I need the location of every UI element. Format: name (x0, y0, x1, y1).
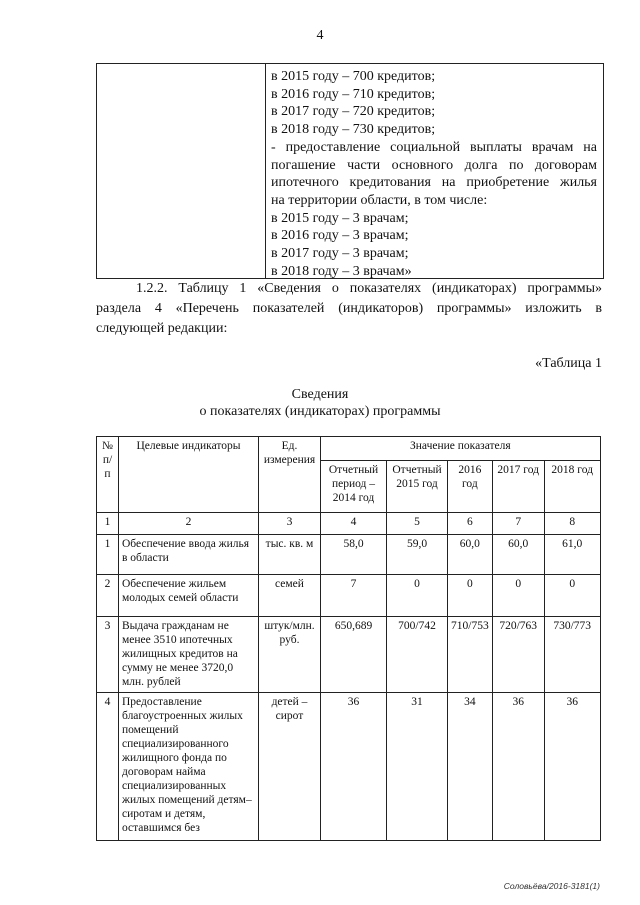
indicators-table (96, 436, 601, 841)
header-num: № п/п (97, 437, 119, 513)
paragraph-line: следующей редакции: (96, 321, 228, 336)
row-value: 34 (448, 693, 493, 841)
table-label: «Таблица 1 (535, 356, 602, 371)
paragraph-line: 1.2.2. Таблицу 1 «Сведения о показателях (индикаторах) программы» (136, 281, 602, 296)
column-number: 2 (119, 513, 259, 535)
row-value: 36 (492, 693, 544, 841)
amendment-paragraph (96, 279, 602, 339)
row-value: 36 (544, 693, 600, 841)
table-caption-title: Сведения (291, 387, 349, 402)
row-num: 3 (97, 617, 119, 693)
row-indicator: Предоставление благоустроенных жилых помещений специализированного жилищного фонда по договорам найма специализированных жилых помещений детям–сиротам и детям, оставшимся без (119, 693, 259, 841)
row-value: 58,0 (321, 535, 387, 575)
document-code: Соловьёва/2016-3181(1) (503, 881, 600, 891)
table-row (97, 617, 601, 693)
row-value: 0 (544, 575, 600, 617)
header-period: Отчетный период – 2014 год (321, 461, 387, 513)
text-line: в 2015 году – 3 врачам; (271, 210, 409, 226)
column-number: 6 (448, 513, 493, 535)
row-unit: штук/млн. руб. (259, 617, 321, 693)
column-number: 1 (97, 513, 119, 535)
row-unit: тыс. кв. м (259, 535, 321, 575)
table-row (97, 535, 601, 575)
column-number: 4 (321, 513, 387, 535)
text-line: в 2017 году – 720 кредитов; (271, 104, 436, 120)
row-unit: семей (259, 575, 321, 617)
text-line: в 2016 году – 710 кредитов; (271, 86, 436, 102)
row-value: 710/753 (448, 617, 493, 693)
header-indicator: Целевые индикаторы (119, 437, 259, 513)
header-period: 2017 год (492, 461, 544, 513)
continued-table-fragment (96, 63, 604, 279)
table-row (97, 693, 601, 841)
row-indicator: Выдача гражданам не менее 3510 ипотечных жилищных кредитов на сумму не менее 3720,0 млн. рублей (119, 617, 259, 693)
table-row (97, 575, 601, 617)
text-line: погашение части основного долга по договорам (271, 157, 597, 173)
text-line: на территории области, в том числе: (271, 192, 488, 208)
row-value: 60,0 (492, 535, 544, 575)
header-value-group: Значение показателя (321, 437, 601, 461)
paragraph-line: раздела 4 «Перечень показателей (индикаторов) программы» изложить в (96, 301, 602, 316)
row-unit: детей – сирот (259, 693, 321, 841)
row-value: 36 (321, 693, 387, 841)
row-value: 730/773 (544, 617, 600, 693)
column-number: 5 (387, 513, 448, 535)
row-value: 7 (321, 575, 387, 617)
text-line: в 2016 году – 3 врачам; (271, 228, 409, 244)
continued-table-text (271, 68, 597, 280)
text-line: в 2017 году – 3 врачам; (271, 246, 409, 262)
text-line: в 2018 году – 3 врачам» (271, 263, 412, 279)
header-unit: Ед. измерения (259, 437, 321, 513)
text-line: ипотечного кредитования на приобретение жилья (271, 175, 597, 191)
column-number-row (97, 513, 601, 535)
header-period: Отчетный 2015 год (387, 461, 448, 513)
row-num: 2 (97, 575, 119, 617)
row-value: 0 (387, 575, 448, 617)
table-caption-subtitle: о показателях (индикаторах) программы (199, 404, 441, 419)
column-number: 7 (492, 513, 544, 535)
row-indicator: Обеспечение ввода жилья в области (119, 535, 259, 575)
row-value: 59,0 (387, 535, 448, 575)
column-number: 8 (544, 513, 600, 535)
header-period: 2016 год (448, 461, 493, 513)
row-num: 1 (97, 535, 119, 575)
row-value: 700/742 (387, 617, 448, 693)
row-value: 60,0 (448, 535, 493, 575)
row-value: 650,689 (321, 617, 387, 693)
row-value: 0 (448, 575, 493, 617)
column-number: 3 (259, 513, 321, 535)
row-value: 61,0 (544, 535, 600, 575)
text-line: - предоставление социальной выплаты врачам на (271, 139, 597, 155)
text-line: в 2018 году – 730 кредитов; (271, 122, 436, 138)
row-indicator: Обеспечение жильем молодых семей области (119, 575, 259, 617)
row-value: 720/763 (492, 617, 544, 693)
header-row (97, 437, 601, 461)
page-number: 4 (316, 28, 324, 43)
row-num: 4 (97, 693, 119, 841)
text-line: в 2015 году – 700 кредитов; (271, 69, 436, 84)
header-period: 2018 год (544, 461, 600, 513)
row-value: 0 (492, 575, 544, 617)
table-column-divider (265, 64, 266, 278)
row-value: 31 (387, 693, 448, 841)
